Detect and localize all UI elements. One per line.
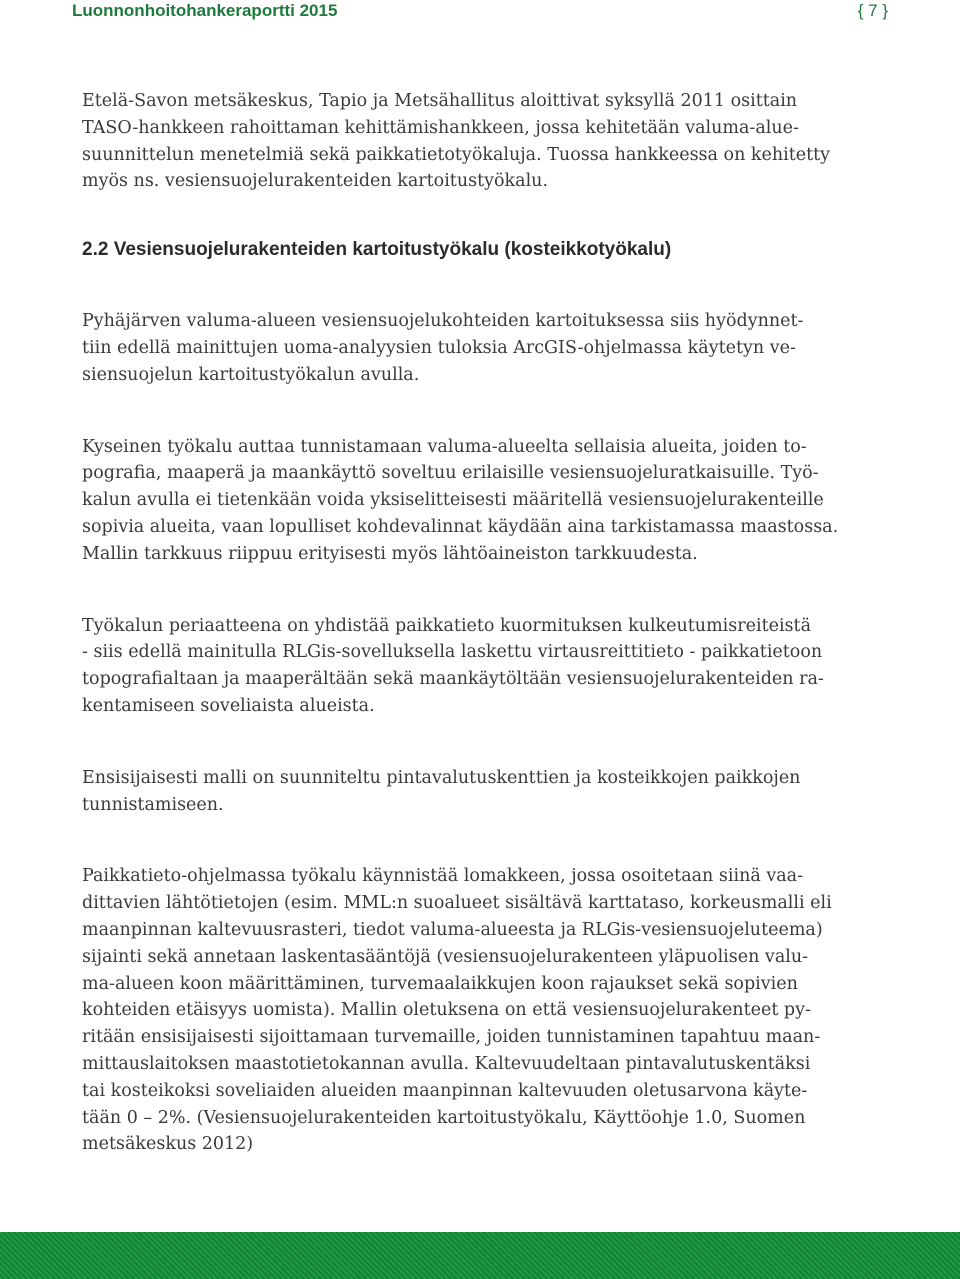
spacer [82,720,878,765]
body-paragraph-4: Ensisijaisesti malli on suunniteltu pintavalutuskenttien ja kosteikkojen paikkojen tunnistamiseen. [82,767,801,815]
spacer [82,263,878,308]
spacer [82,568,878,613]
body-paragraph-2: Kyseinen työkalu auttaa tunnistamaan valuma-alueelta sellaisia alueita, joiden to- pografia, maaperä ja maankäyttö soveltuu erilaisille vesiensuojeluratkaisuille. Työ- kalun avulla ei tietenkään voida yksiselitteisesti määritellä vesiensuojelurakenteille sopivia alueita, vaan lopulliset kohdevalinnat käydään aina tarkistamassa maastossa. Mallin tarkkuus riippuu erityisesti myös lähtöaineiston tarkkuudesta. [82,436,839,564]
footer-band [0,1232,960,1279]
body-paragraph-3: Työkalun periaatteena on yhdistää paikkatieto kuormituksen kulkeutumisreiteistä - siis edellä mainitulla RLGis-sovelluksella laskettu virtausreittitieto - paikkatietoon topografialtaan ja maaperältään sekä maankäytöltään vesiensuojelurakenteiden ra- kentamiseen soveliaista alueista. [82,615,824,716]
page-number: { 7 } [857,1,888,20]
spacer [82,389,878,434]
report-title: Luonnonhoitohankeraportti 2015 [72,1,338,20]
spacer [82,818,878,863]
spacer [82,195,878,237]
intro-paragraph: Etelä-Savon metsäkeskus, Tapio ja Metsähallitus aloittivat syksyllä 2011 osittain TASO-hankkeen rahoittaman kehittämishankkeen, jossa kehitetään valuma-alue- suunnittelun menetelmiä sekä paikkatietotyökaluja. Tuossa hankkeessa on kehitetty myös ns. vesiensuojelurakenteiden kartoitustyökalu. [82,91,831,192]
page-content [82,88,878,1158]
body-paragraph-1: Pyhäjärven valuma-alueen vesiensuojelukohteiden kartoituksessa siis hyödynnet- tiin edellä mainittujen uoma-analyysien tuloksia ArcGIS-ohjelmassa käytetyn ve- siensuojelun kartoitustyökalun avulla. [82,311,804,385]
page-header [0,0,960,24]
section-heading: 2.2 Vesiensuojelurakenteiden kartoitustyökalu (kosteikkotyökalu) [82,239,672,261]
body-paragraph-5: Paikkatieto-ohjelmassa työkalu käynnistää lomakkeen, jossa osoitetaan siinä vaa- dittavien lähtötietojen (esim. MML:n suoalueet sisältävä karttataso, korkeusmalli eli maanpinnan kaltevuusrasteri, tiedot valuma-alueesta ja RLGis-vesiensuojeluteema) sijainti sekä annetaan laskentasääntöjä (vesiensuojelurakenteen yläpuolisen valu- ma-alueen koon määrittäminen, turvemaalaikkujen koon rajaukset sekä sopivien kohteiden etäisyys uomista). Mallin oletuksena on että vesiensuojelurakenteet py- ritään ensisijaisesti sijoittamaan turvemaille, joiden tunnistaminen tapahtuu maan- mittauslaitoksen maastotietokannan avulla. Kaltevuudeltaan pintavalutuskentäksi tai kosteikoksi soveliaiden alueiden maanpinnan kaltevuuden oletusarvona käyte- tään 0 – 2%. (Vesiensuojelurakenteiden kartoitustyökalu, Käyttöohje 1.0, Suomen metsäkeskus 2012) [82,866,832,1155]
